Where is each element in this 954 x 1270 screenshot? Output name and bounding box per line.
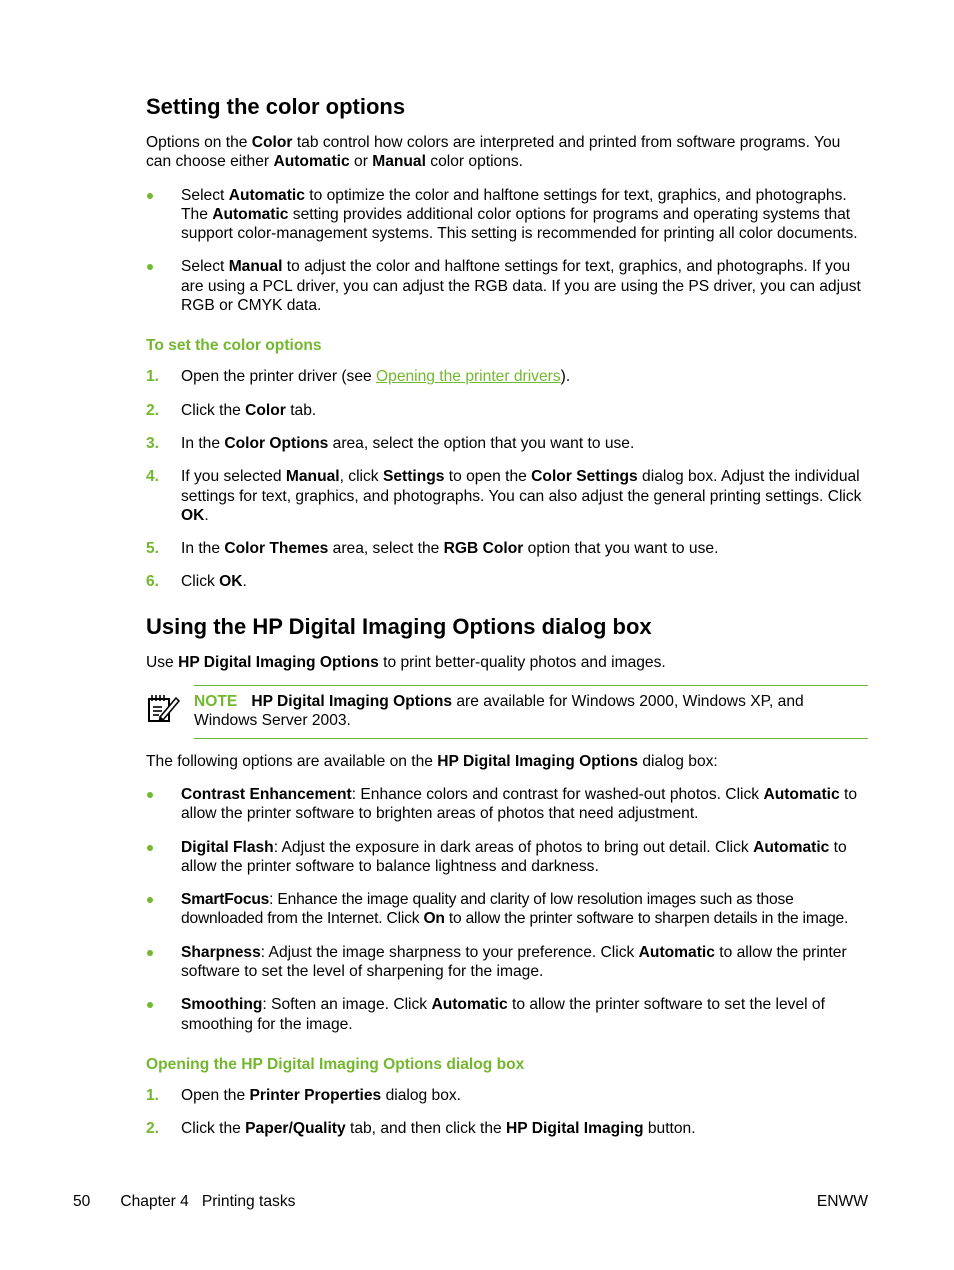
note-pencil-icon [146, 690, 180, 724]
step-number: 2. [146, 1120, 160, 1138]
bold-term: Paper/Quality [245, 1120, 346, 1138]
bold-term: On [423, 910, 445, 928]
step-number: 1. [146, 1086, 160, 1104]
bold-term: HP Digital Imaging Options [251, 693, 453, 711]
bold-term: Automatic [638, 943, 715, 961]
bold-term: Sharpness [181, 943, 261, 961]
bold-term: Manual [228, 258, 283, 276]
list-item-text: Select Manual to adjust the color and halftone settings for text, graphics, and photographs. If you are using a PCL driver, you can adjust the RGB data. If you are using the PS driver, you can adjust RGB or CMYK data. [181, 258, 861, 315]
bold-term: Settings [382, 468, 445, 486]
bullet-icon [147, 845, 153, 851]
bold-term: Automatic [212, 205, 289, 223]
step-number: 1. [146, 368, 160, 386]
bold-term: Color Themes [224, 540, 329, 558]
step-text: Click the Paper/Quality tab, and then click the HP Digital Imaging button. [181, 1120, 696, 1138]
list-item-text: Sharpness: Adjust the image sharpness to your preference. Click Automatic to allow the printer software to set the level of sharpening for the image. [181, 943, 847, 981]
list-item-text: Smoothing: Soften an image. Click Automatic to allow the printer software to set the level of smoothing for the image. [181, 996, 825, 1033]
step-item [146, 401, 868, 420]
digital-imaging-intro: Use HP Digital Imaging Options to print better-quality photos and images. [146, 653, 666, 671]
page-footer [73, 1193, 868, 1211]
page-content [146, 92, 868, 1139]
footer-locale: ENWW [816, 1193, 868, 1210]
subheading-set-color-options: To set the color options [146, 337, 322, 355]
step-text: Open the printer driver (see Opening the printer drivers). [181, 368, 571, 386]
bullet-icon [147, 264, 153, 270]
step-item [146, 467, 868, 525]
bold-term: Automatic [763, 785, 840, 803]
step-number: 5. [146, 540, 160, 558]
page-number: 50 [73, 1193, 91, 1210]
step-number: 4. [146, 468, 160, 486]
step-number: 2. [146, 401, 160, 419]
note-text: HP Digital Imaging Options are available for Windows 2000, Windows XP, and Windows Server 2003. [194, 693, 804, 730]
note-box [194, 685, 868, 739]
step-item [146, 1119, 868, 1138]
step-text: In the Color Themes area, select the RGB Color option that you want to use. [181, 540, 719, 558]
bold-term: HP Digital Imaging Options [437, 752, 638, 770]
imaging-options-list [146, 785, 868, 1034]
list-item [146, 257, 868, 315]
bold-term: Color [251, 134, 293, 151]
list-item-text: Contrast Enhancement: Enhance colors and contrast for washed-out photos. Click Automatic to allow the printer software to brighten areas of photos that need adjustment. [181, 785, 858, 823]
list-item [146, 838, 868, 877]
bold-term: Manual [285, 468, 340, 486]
list-item [146, 186, 868, 244]
step-item [146, 367, 868, 386]
bold-term: Color Options [224, 434, 329, 452]
bold-term: Color [245, 401, 286, 419]
bold-term: Contrast Enhancement [181, 785, 352, 803]
step-text: If you selected Manual, click Settings to open the Color Settings dialog box. Adjust the individual settings for text, graphics, and photographs. You can also adjust the general printing settings. Click OK. [181, 468, 862, 524]
list-item [146, 995, 868, 1034]
options-intro: The following options are available on the HP Digital Imaging Options dialog box: [146, 752, 718, 770]
color-options-intro: Options on the Color tab control how colors are interpreted and printed from software programs. You can choose either Automatic or Manual color options. [146, 134, 841, 171]
step-text: Open the Printer Properties dialog box. [181, 1086, 461, 1104]
step-item [146, 539, 868, 558]
step-item [146, 572, 868, 591]
bold-term: Digital Flash [181, 838, 274, 856]
list-item-text: Digital Flash: Adjust the exposure in dark areas of photos to bring out detail. Click Automatic to allow the printer software to balance lightness and darkness. [181, 838, 847, 875]
chapter-label: Chapter 4 Printing tasks [120, 1193, 296, 1210]
section-title-color-options: Setting the color options [146, 94, 406, 119]
bold-term: Manual [372, 153, 426, 171]
step-text: In the Color Options area, select the option that you want to use. [181, 434, 635, 452]
bold-term: Smoothing [181, 996, 263, 1014]
bold-term: Automatic [753, 838, 830, 856]
bold-term: Automatic [431, 996, 508, 1014]
step-number: 6. [146, 573, 160, 591]
bullet-icon [147, 193, 153, 199]
bold-term: Color Settings [531, 468, 638, 486]
step-text: Click the Color tab. [181, 401, 317, 419]
bullet-icon [147, 897, 153, 903]
color-mode-list [146, 186, 868, 316]
step-item [146, 1086, 868, 1105]
bold-term: Automatic [273, 153, 350, 171]
open-digital-imaging-steps [146, 1086, 868, 1139]
bold-term: OK [181, 506, 205, 524]
list-item-text: SmartFocus: Enhance the image quality and clarity of low resolution images such as those downloaded from the Internet. Click On to allow the printer software to sharpen details in the image. [181, 891, 849, 928]
note-label: NOTE [194, 693, 238, 711]
bold-term: RGB Color [443, 540, 524, 558]
list-item [146, 890, 868, 929]
bullet-icon [147, 792, 153, 798]
step-item [146, 434, 868, 453]
step-number: 3. [146, 434, 160, 452]
bullet-icon [147, 1002, 153, 1008]
bold-term: HP Digital Imaging Options [178, 653, 379, 671]
list-item [146, 943, 868, 982]
section-title-digital-imaging: Using the HP Digital Imaging Options dialog box [146, 613, 652, 639]
bold-term: SmartFocus [181, 891, 270, 909]
set-color-steps [146, 367, 868, 591]
bold-term: Automatic [228, 186, 305, 204]
step-text: Click OK. [181, 573, 247, 591]
list-item-text: Select Automatic to optimize the color and halftone settings for text, graphics, and photographs. The Automatic setting provides additional color options for programs and operating systems that support color-management systems. This setting is recommended for printing all color documents. [181, 186, 858, 243]
subheading-open-digital-imaging: Opening the HP Digital Imaging Options dialog box [146, 1055, 525, 1073]
bold-term: HP Digital Imaging [506, 1120, 644, 1138]
bold-term: OK [219, 573, 243, 591]
bold-term: Printer Properties [249, 1086, 382, 1104]
cross-reference-link[interactable]: Opening the printer drivers [376, 368, 561, 386]
list-item [146, 785, 868, 824]
bullet-icon [147, 950, 153, 956]
